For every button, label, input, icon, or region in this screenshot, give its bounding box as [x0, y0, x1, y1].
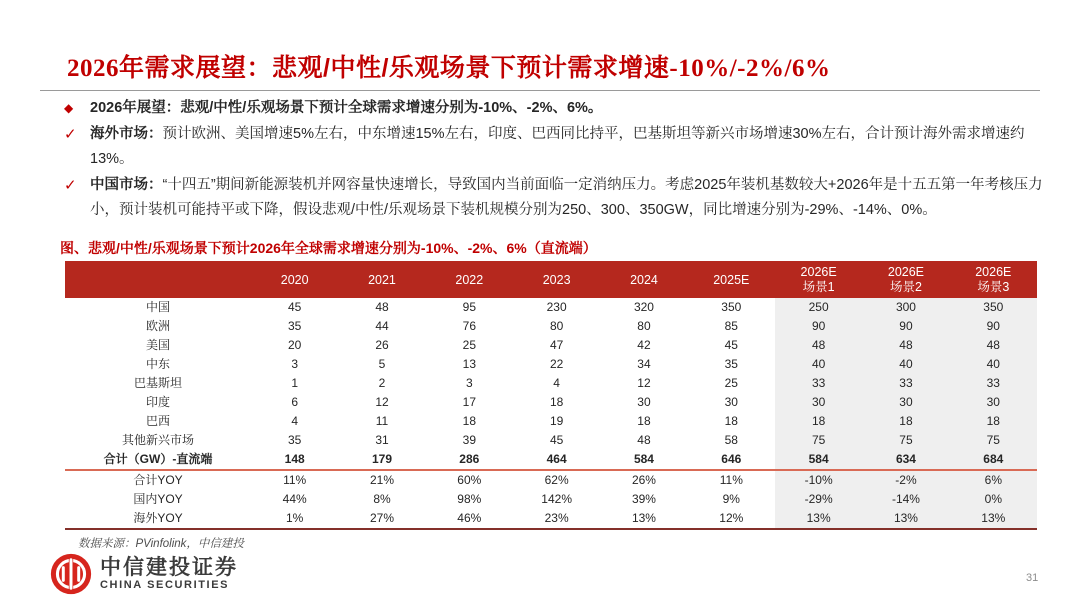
table-cell: 584 [775, 450, 862, 470]
row-label: 海外YOY [133, 511, 183, 525]
table-cell: 45 [549, 433, 564, 447]
check-bullet-icon: ✓ [64, 126, 77, 143]
table-cell: 25 [462, 338, 476, 352]
table-cell: 8% [373, 492, 391, 506]
table-cell: 44% [282, 492, 307, 506]
table-row [65, 355, 1037, 374]
table-cell: 75 [862, 431, 949, 450]
demand-forecast-table-wrap [65, 261, 1037, 530]
table-cell: 13% [862, 509, 949, 529]
table-cell: 45 [287, 300, 302, 314]
table-cell: 148 [251, 450, 338, 470]
table-cell: 18 [549, 395, 564, 409]
table-cell: 60% [457, 473, 482, 487]
table-cell: 75 [950, 431, 1037, 450]
table-cell: 85 [724, 319, 738, 333]
column-header-scenario [775, 261, 862, 298]
column-header-year: 2024 [600, 261, 687, 298]
table-cell: 684 [950, 450, 1037, 470]
table-cell: 62% [544, 473, 569, 487]
row-label: 欧洲 [145, 319, 170, 333]
row-label: 合计（GW）-直流端 [65, 450, 251, 470]
table-cell: 646 [688, 450, 775, 470]
table-cell: 9% [722, 492, 740, 506]
table-cell: 22 [549, 357, 564, 371]
scenario-year-label: 2026E [975, 264, 1012, 279]
table-cell: 11 [375, 414, 389, 428]
bullet-2026-outlook [64, 96, 1060, 121]
figure-caption: 图、悲观/中性/乐观场景下预计2026年全球需求增速分别为-10%、-2%、6%（直流端） [60, 240, 597, 256]
table-cell: 47 [549, 338, 564, 352]
table-cell: 39% [631, 492, 656, 506]
table-cell: 1% [285, 511, 304, 525]
table-cell: 18 [462, 414, 476, 428]
table-cell: 39 [462, 433, 476, 447]
table-cell: -2% [862, 470, 949, 490]
table-cell: 350 [721, 300, 742, 314]
column-header-scenario-lines [862, 265, 949, 295]
table-row [65, 431, 1037, 450]
table-cell: 286 [426, 450, 513, 470]
row-label: 印度 [145, 395, 170, 409]
column-header-year: 2020 [251, 261, 338, 298]
table-cell: 142% [541, 492, 572, 506]
table-cell: 6 [291, 395, 298, 409]
china-securities-logo [50, 553, 238, 595]
table-cell: 42 [637, 338, 651, 352]
table-cell: 4 [291, 414, 298, 428]
table-cell: 76 [462, 319, 476, 333]
logo-chinese-name: 中信建投证券 [100, 555, 238, 579]
bullet-text: 悲观/中性/乐观场景下预计全球需求增速分别为-10%、-2%、6%。 [180, 100, 603, 116]
table-cell: 179 [338, 450, 425, 470]
table-cell: -14% [862, 490, 949, 509]
table-cell: 13% [631, 511, 656, 525]
table-cell: 13 [462, 357, 476, 371]
row-label: 合计YOY [133, 473, 183, 487]
table-cell: -29% [775, 490, 862, 509]
table-cell: 35 [287, 319, 302, 333]
row-label: 巴基斯坦 [133, 376, 182, 390]
table-row [65, 317, 1037, 336]
table-cell: 12% [719, 511, 744, 525]
table-cell: 18 [950, 412, 1037, 431]
check-bullet-icon: ✓ [64, 177, 77, 194]
table-cell: 464 [513, 450, 600, 470]
bullet-text: 预计欧洲、美国增速5%左右，中东增速15%左右，印度、巴西同比持平，巴基斯坦等新兴市场增速30%左右，合计预计海外需求增速约13%。 [90, 126, 1025, 167]
table-cell: 0% [950, 490, 1037, 509]
table-cell: 5 [378, 357, 386, 371]
table-cell: 40 [775, 355, 862, 374]
table-cell: 18 [775, 412, 862, 431]
title-growth-figures: -10%/-2%/6% [669, 55, 831, 82]
summary-bullets [64, 96, 1060, 224]
table-cell: 18 [724, 414, 738, 428]
column-header-scenario-lines [775, 265, 862, 295]
table-cell: 4 [553, 376, 560, 390]
column-header-scenario-lines [950, 265, 1037, 295]
table-cell: 25 [724, 376, 738, 390]
table-row [65, 336, 1037, 355]
title-year: 2026 [67, 55, 119, 82]
table-cell: 12 [637, 376, 651, 390]
table-cell: 350 [950, 298, 1037, 317]
table-row [65, 374, 1037, 393]
table-cell: 26 [375, 338, 389, 352]
table-header [65, 261, 1037, 298]
table-cell: 33 [862, 374, 949, 393]
table-cell: 18 [862, 412, 949, 431]
table-row [65, 298, 1037, 317]
title-divider [40, 90, 1040, 91]
table-cell: 95 [462, 300, 476, 314]
table-cell: 634 [862, 450, 949, 470]
table-cell: 300 [862, 298, 949, 317]
table-cell: 11% [283, 473, 307, 487]
table-cell: 40 [862, 355, 949, 374]
table-row [65, 470, 1037, 490]
table-cell: 80 [549, 319, 564, 333]
table-row [65, 412, 1037, 431]
table-row [65, 509, 1037, 529]
table-cell: 26% [631, 473, 656, 487]
table-cell: 46% [457, 511, 482, 525]
table-cell: 58 [724, 433, 738, 447]
table-cell: 3 [465, 376, 473, 390]
column-header-year: 2023 [513, 261, 600, 298]
table-cell: 90 [862, 317, 949, 336]
table-row [65, 450, 1037, 470]
scenario-name-label: 场景2 [889, 279, 922, 294]
table-cell: 48 [950, 336, 1037, 355]
table-cell: 27% [369, 511, 394, 525]
diamond-bullet-icon: ◆ [64, 101, 74, 115]
table-cell: 11% [719, 473, 743, 487]
row-label: 中东 [145, 357, 170, 371]
table-cell: 35 [287, 433, 302, 447]
table-cell: 584 [600, 450, 687, 470]
table-cell: 20 [287, 338, 302, 352]
table-cell: 90 [950, 317, 1037, 336]
bullet-overseas-market [64, 122, 1060, 172]
row-label: 巴西 [145, 414, 170, 428]
scenario-name-label: 场景1 [802, 279, 835, 294]
column-header-scenario [950, 261, 1037, 298]
table-cell: -10% [775, 470, 862, 490]
row-label: 其他新兴市场 [121, 433, 194, 447]
table-row [65, 490, 1037, 509]
column-header-year: 2022 [426, 261, 513, 298]
table-cell: 13% [775, 509, 862, 529]
table-cell: 45 [724, 338, 738, 352]
table-cell: 13% [950, 509, 1037, 529]
table-cell: 33 [775, 374, 862, 393]
column-header-region [65, 261, 251, 298]
table-cell: 98% [457, 492, 482, 506]
row-label: 中国 [145, 300, 170, 314]
table-cell: 33 [950, 374, 1037, 393]
logo-text [100, 557, 238, 592]
table-cell: 19 [549, 414, 564, 428]
bullet-china-market [64, 173, 1060, 223]
table-cell: 31 [375, 433, 389, 447]
table-cell: 48 [775, 336, 862, 355]
table-cell: 48 [862, 336, 949, 355]
scenario-name-label: 场景3 [977, 279, 1010, 294]
scenario-year-label: 2026E [887, 264, 925, 279]
scenario-year-label: 2026E [800, 264, 837, 279]
column-header-year: 2021 [338, 261, 425, 298]
table-cell: 6% [950, 470, 1037, 490]
logo-english-name: CHINA SECURITIES [100, 578, 230, 591]
table-cell: 320 [633, 300, 654, 314]
table-cell: 30 [637, 395, 651, 409]
table-cell: 2 [378, 376, 386, 390]
bullet-lead: 海外市场： [90, 126, 163, 142]
table-cell: 17 [462, 395, 476, 409]
table-cell: 30 [862, 393, 949, 412]
table-cell: 40 [950, 355, 1037, 374]
page-title [67, 48, 830, 84]
bullet-lead: 中国市场： [90, 177, 163, 193]
title-main: 年需求展望：悲观/中性/乐观场景下预计需求增速 [119, 54, 670, 82]
table-cell: 34 [637, 357, 651, 371]
china-securities-logo-icon [50, 553, 92, 595]
table-cell: 23% [544, 511, 569, 525]
table-cell: 30 [950, 393, 1037, 412]
table-cell: 30 [775, 393, 862, 412]
table-cell: 18 [637, 414, 651, 428]
table-cell: 90 [775, 317, 862, 336]
table-cell: 12 [375, 395, 389, 409]
table-cell: 35 [724, 357, 738, 371]
column-header-scenario [862, 261, 949, 298]
table-cell: 21% [369, 473, 394, 487]
bullet-text: “十四五”期间新能源装机并网容量快速增长，导致国内当前面临一定消纳压力。考虑2025年装机基数较大+2026年是十五五第一年考核压力小，预计装机可能持平或下降，假设悲观/中性/乐观场景下装机规模分别为250、300、350GW，同比增速分别为-29%、-14%、0%。 [90, 177, 1043, 218]
table-cell: 48 [375, 300, 389, 314]
table-cell: 3 [291, 357, 298, 371]
table-row [65, 393, 1037, 412]
table-cell: 75 [775, 431, 862, 450]
table-cell: 230 [546, 300, 567, 314]
table-cell: 30 [724, 395, 738, 409]
table-cell: 1 [291, 376, 298, 390]
table-cell: 80 [637, 319, 651, 333]
page-number: 31 [1026, 572, 1039, 584]
column-header-year: 2025E [688, 261, 775, 298]
row-label: 国内YOY [133, 492, 183, 506]
demand-forecast-table [65, 261, 1037, 530]
row-label: 美国 [145, 338, 170, 352]
table-cell: 44 [375, 319, 389, 333]
table-cell: 250 [775, 298, 862, 317]
data-source-note: 数据来源：PVinfolink，中信建投 [78, 538, 244, 550]
bullet-lead: 2026年展望： [90, 100, 181, 116]
table-cell: 48 [637, 433, 651, 447]
